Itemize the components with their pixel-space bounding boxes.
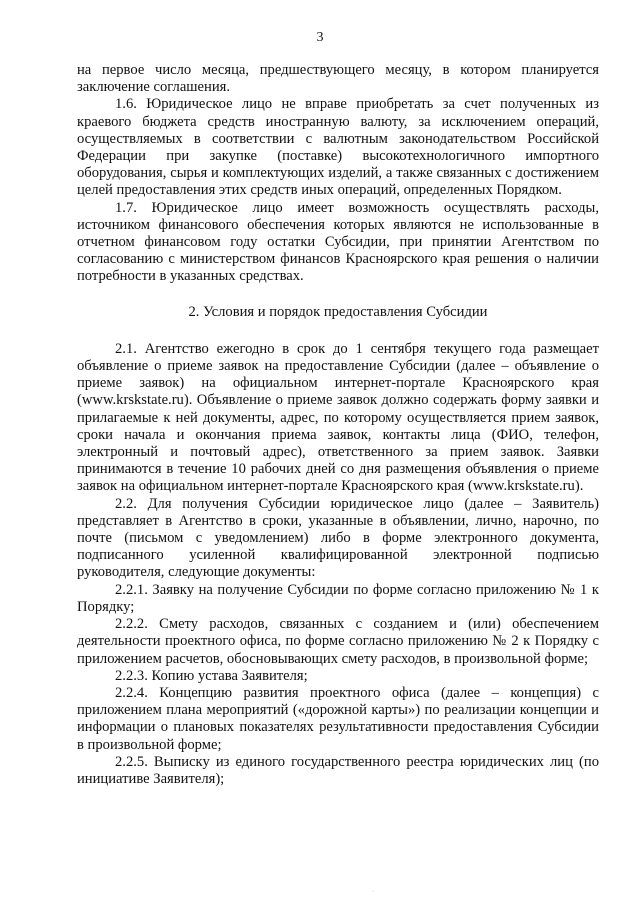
- paragraph-2-2-5: 2.2.5. Выписку из единого государственного реестра юридических лиц (по инициативе Заявителя);: [77, 753, 599, 787]
- paragraph-2-2-1: 2.2.1. Заявку на получение Субсидии по форме согласно приложению № 1 к Порядку;: [77, 581, 599, 615]
- page-number: 3: [316, 30, 324, 45]
- section-heading: 2. Условия и порядок предоставления Субсидии: [188, 303, 488, 320]
- paragraph-2-2-2: 2.2.2. Смету расходов, связанных с созданием и (или) обеспечением деятельности проектного офиса, по форме согласно приложению № 2 к Порядку с приложением расчетов, обосновывающих смету расходов, в произвольной форме;: [77, 616, 599, 667]
- paragraph-2-2-4: 2.2.4. Концепцию развития проектного офиса (далее – концепция) с приложением плана мероприятий («дорожной карты») по реализации концепции и информации о плановых показателях результативности предоставления Субсидии в произвольной форме;: [77, 684, 599, 753]
- paragraph-2-1: 2.1. Агентство ежегодно в срок до 1 сентября текущего года размещает объявление о приеме заявок на предоставление Субсидии (далее – объявление о приеме заявок) на официальном интернет-портале Красноярского края (www.krskstate.ru). Объявление о приеме заявок должно содержать форму заявки и прилагаемые к ней документы, адрес, по которому осуществляется прием заявок, сроки начала и окончания приема заявок, контакты лица (ФИО, телефон, электронный и почтовый адрес), ответственного за прием заявок. Заявки принимаются в течение 10 рабочих дней со дня размещения объявления о приеме заявок на официальном интернет-портале Красноярского края (www.krskstate.ru).: [77, 340, 599, 495]
- paragraph-1-7: 1.7. Юридическое лицо имеет возможность осуществлять расходы, источником финансового обеспечения которых являются не использованные в отчетном финансовом году остатки Субсидии, при принятии Агентством по согласованию с министерством финансов Красноярского края решения о наличии потребности в указанных средствах.: [77, 199, 599, 285]
- paragraph-1-6: 1.6. Юридическое лицо не вправе приобретать за счет полученных из краевого бюджета средств иностранную валюту, за исключением операций, осуществляемых в соответствии с валютным законодательством Российской Федерации при закупке (поставке) высокотехнологичного импортного оборудования, сырья и комплектующих изделий, а также связанных с достижением целей предоставления этих средств иных операций, определенных Порядком.: [77, 96, 599, 199]
- document-body: [77, 62, 599, 788]
- paragraph-continuation: на первое число месяца, предшествующего месяцу, в котором планируется заключение соглашения.: [77, 62, 599, 96]
- paragraph-2-2: 2.2. Для получения Субсидии юридическое лицо (далее – Заявитель) представляет в Агентство в сроки, указанные в объявлении, лично, нарочно, по почте (письмом с уведомлением) либо в форме электронного документа, подписанного усиленной квалифицированной электронной подписью руководителя, следующие документы:: [77, 495, 599, 581]
- scan-artifact-dot: ·: [372, 889, 374, 895]
- paragraph-2-2-3: 2.2.3. Копию устава Заявителя;: [115, 667, 308, 684]
